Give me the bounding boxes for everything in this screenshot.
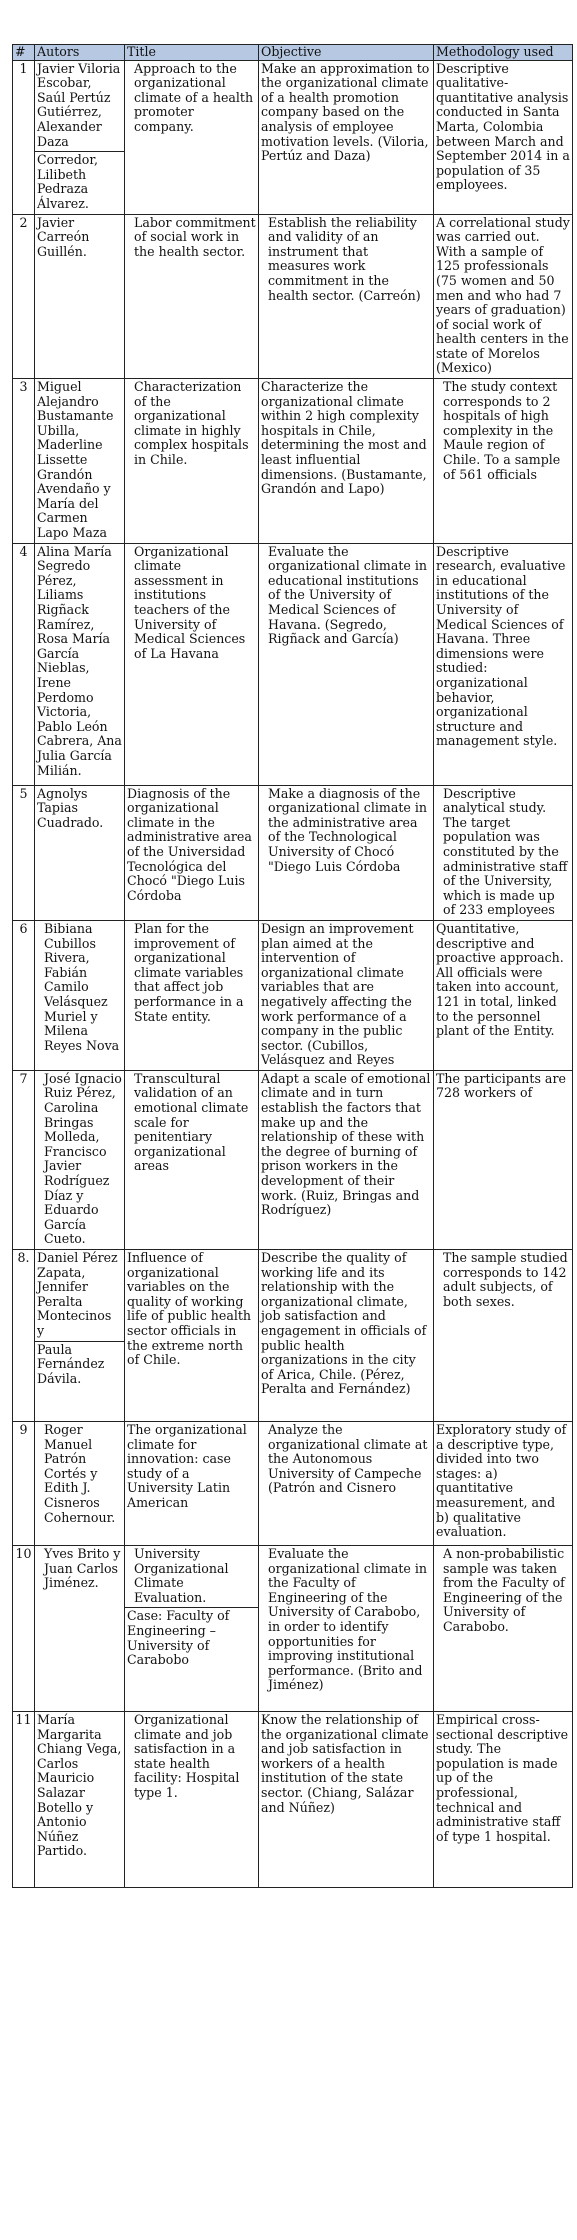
row-title: Organizational climate and job satisfaction in a state health facility: Hospital type 1.: [125, 1712, 259, 1888]
row-methodology: The participants are 728 workers of: [434, 1070, 573, 1249]
row-objective: Evaluate the organizational climate in the Faculty of Engineering of the University of Carabobo, in order to identify opportunities for improving institutional performance. (Brito and Jiménez): [259, 1546, 434, 1712]
row-methodology: The sample studied corresponds to 142 adult subjects, of both sexes.: [434, 1250, 573, 1422]
row-authors: Agnolys Tapias Cuadrado.: [35, 785, 125, 920]
row-authors: José Ignacio Ruiz Pérez, Carolina Bringas Molleda, Francisco Javier Rodríguez Díaz y Eduardo García Cueto.: [35, 1070, 125, 1249]
row-methodology: Quantitative, descriptive and proactive approach. All officials were taken into account, 121 in total, linked to the personnel plant of the Entity.: [434, 920, 573, 1070]
header-objective: Objective: [259, 45, 434, 61]
row-number: 4: [13, 543, 35, 785]
row-title-text: University Organizational Climate Evaluation.: [134, 1546, 229, 1605]
header-methodology: Methodology used: [434, 45, 573, 61]
row-number: 10: [13, 1546, 35, 1712]
table-row: [13, 1070, 573, 1249]
row-title: Diagnosis of the organizational climate in the administrative area of the Universidad Tecnológica del Chocó "Diego Luis Córdoba: [125, 785, 259, 920]
document-page: [12, 44, 572, 1888]
row-title-continued: Case: Faculty of Engineering – University of Carabobo: [125, 1607, 258, 1667]
row-objective: Establish the reliability and validity of an instrument that measures work commitment in the health sector. (Carreón): [259, 214, 434, 379]
row-methodology: The study context corresponds to 2 hospitals of high complexity in the Maule region of Chile. To a sample of 561 officials: [434, 379, 573, 544]
row-authors: Bibiana Cubillos Rivera, Fabián Camilo Velásquez Muriel y Milena Reyes Nova: [35, 920, 125, 1070]
row-number: 6: [13, 920, 35, 1070]
row-authors: Yves Brito y Juan Carlos Jiménez.: [35, 1546, 125, 1712]
row-authors: Javier Carreón Guillén.: [35, 214, 125, 379]
row-methodology: A correlational study was carried out. With a sample of 125 professionals (75 women and 50 men and who had 7 years of graduation) of social work of health centers in the state of Morelos (Mexico): [434, 214, 573, 379]
row-authors: [35, 60, 125, 214]
row-title: Influence of organizational variables on the quality of working life of public health sector officials in the extreme north of Chile.: [125, 1250, 259, 1422]
row-title: [125, 1546, 259, 1712]
row-number: 11: [13, 1712, 35, 1888]
row-authors: Miguel Alejandro Bustamante Ubilla, Maderline Lissette Grandón Avendaño y María del Carmen Lapo Maza: [35, 379, 125, 544]
table-row: [13, 1546, 573, 1712]
row-objective: Adapt a scale of emotional climate and in turn establish the factors that make up and the relationship of these with the degree of burning of prison workers in the development of their work. (Ruiz, Bringas and Rodríguez): [259, 1070, 434, 1249]
row-objective: Describe the quality of working life and its relationship with the organizational climate, job satisfaction and engagement in officials of public health organizations in the city of Arica, Chile. (Pérez, Peralta and Fernández): [259, 1250, 434, 1422]
row-objective: Analyze the organizational climate at the Autonomous University of Campeche (Patrón and Cisnero: [259, 1422, 434, 1546]
row-objective: Evaluate the organizational climate in educational institutions of the University of Medical Sciences of Havana. (Segredo, Rigñack and García): [259, 543, 434, 785]
row-number: 5: [13, 785, 35, 920]
row-title: The organizational climate for innovation: case study of a University Latin American: [125, 1422, 259, 1546]
row-number: 2: [13, 214, 35, 379]
row-objective: Characterize the organizational climate within 2 high complexity hospitals in Chile, determining the most and least influential dimensions. (Bustamante, Grandón and Lapo): [259, 379, 434, 544]
row-authors-continued: Corredor, Lilibeth Pedraza Álvarez.: [35, 151, 124, 211]
row-authors: [35, 1250, 125, 1422]
row-methodology: A non-probabilistic sample was taken from the Faculty of Engineering of the University of Carabobo.: [434, 1546, 573, 1712]
header-title: Title: [125, 45, 259, 61]
row-title: Plan for the improvement of organizational climate variables that affect job performance in a State entity.: [125, 920, 259, 1070]
row-authors-continued: Paula Fernández Dávila.: [35, 1341, 124, 1387]
row-methodology: Descriptive research, evaluative in educational institutions of the University of Medical Sciences of Havana. Three dimensions were studied: organizational behavior, organizational structure and management style.: [434, 543, 573, 785]
table-row: [13, 543, 573, 785]
row-authors: Roger Manuel Patrón Cortés y Edith J. Cisneros Cohernour.: [35, 1422, 125, 1546]
row-title: Approach to the organizational climate of a health promoter company.: [125, 60, 259, 214]
table-row: [13, 785, 573, 920]
row-number: 8.: [13, 1250, 35, 1422]
row-title: Organizational climate assessment in institutions teachers of the University of Medical Sciences of La Havana: [125, 543, 259, 785]
header-authors: Autors: [35, 45, 125, 61]
row-objective: Design an improvement plan aimed at the intervention of organizational climate variables that are negatively affecting the work performance of a company in the public sector. (Cubillos, Velásquez and Reyes: [259, 920, 434, 1070]
studies-table: [12, 44, 573, 1888]
header-number: #: [13, 45, 35, 61]
row-authors-text: Daniel Pérez Zapata, Jennifer Peralta Montecinos y: [37, 1250, 118, 1338]
row-title: Transcultural validation of an emotional climate scale for penitentiary organizational areas: [125, 1070, 259, 1249]
row-objective: Make a diagnosis of the organizational climate in the administrative area of the Technological University of Chocó "Diego Luis Córdoba: [259, 785, 434, 920]
row-objective: Know the relationship of the organizational climate and job satisfaction in workers of a health institution of the state sector. (Chiang, Salázar and Núñez): [259, 1712, 434, 1888]
row-methodology: Exploratory study of a descriptive type, divided into two stages: a) quantitative measurement, and b) qualitative evaluation.: [434, 1422, 573, 1546]
table-row: [13, 1250, 573, 1422]
row-title: Characterization of the organizational climate in highly complex hospitals in Chile.: [125, 379, 259, 544]
table-header-row: [13, 45, 573, 61]
row-authors: María Margarita Chiang Vega, Carlos Mauricio Salazar Botello y Antonio Núñez Partido.: [35, 1712, 125, 1888]
row-methodology: Empirical cross-sectional descriptive study. The population is made up of the professional, technical and administrative staff of type 1 hospital.: [434, 1712, 573, 1888]
row-number: 3: [13, 379, 35, 544]
row-methodology: Descriptive qualitative-quantitative analysis conducted in Santa Marta, Colombia between March and September 2014 in a population of 35 employees.: [434, 60, 573, 214]
row-authors-text: Javier Viloria Escobar, Saúl Pertúz Gutiérrez, Alexander Daza: [37, 60, 121, 149]
row-number: 1: [13, 60, 35, 214]
row-number: 9: [13, 1422, 35, 1546]
table-row: [13, 1422, 573, 1546]
row-authors: Alina María Segredo Pérez, Liliams Rigñack Ramírez, Rosa María García Nieblas, Irene Perdomo Victoria, Pablo León Cabrera, Ana Julia García Milián.: [35, 543, 125, 785]
table-row: [13, 379, 573, 544]
row-objective: Make an approximation to the organizational climate of a health promotion company based on the analysis of employee motivation levels. (Viloria, Pertúz and Daza): [259, 60, 434, 214]
row-number: 7: [13, 1070, 35, 1249]
table-row: [13, 60, 573, 214]
table-row: [13, 1712, 573, 1888]
row-title: Labor commitment of social work in the health sector.: [125, 214, 259, 379]
table-row: [13, 920, 573, 1070]
table-row: [13, 214, 573, 379]
row-methodology: Descriptive analytical study. The target population was constituted by the administrative staff of the University, which is made up of 233 employees: [434, 785, 573, 920]
